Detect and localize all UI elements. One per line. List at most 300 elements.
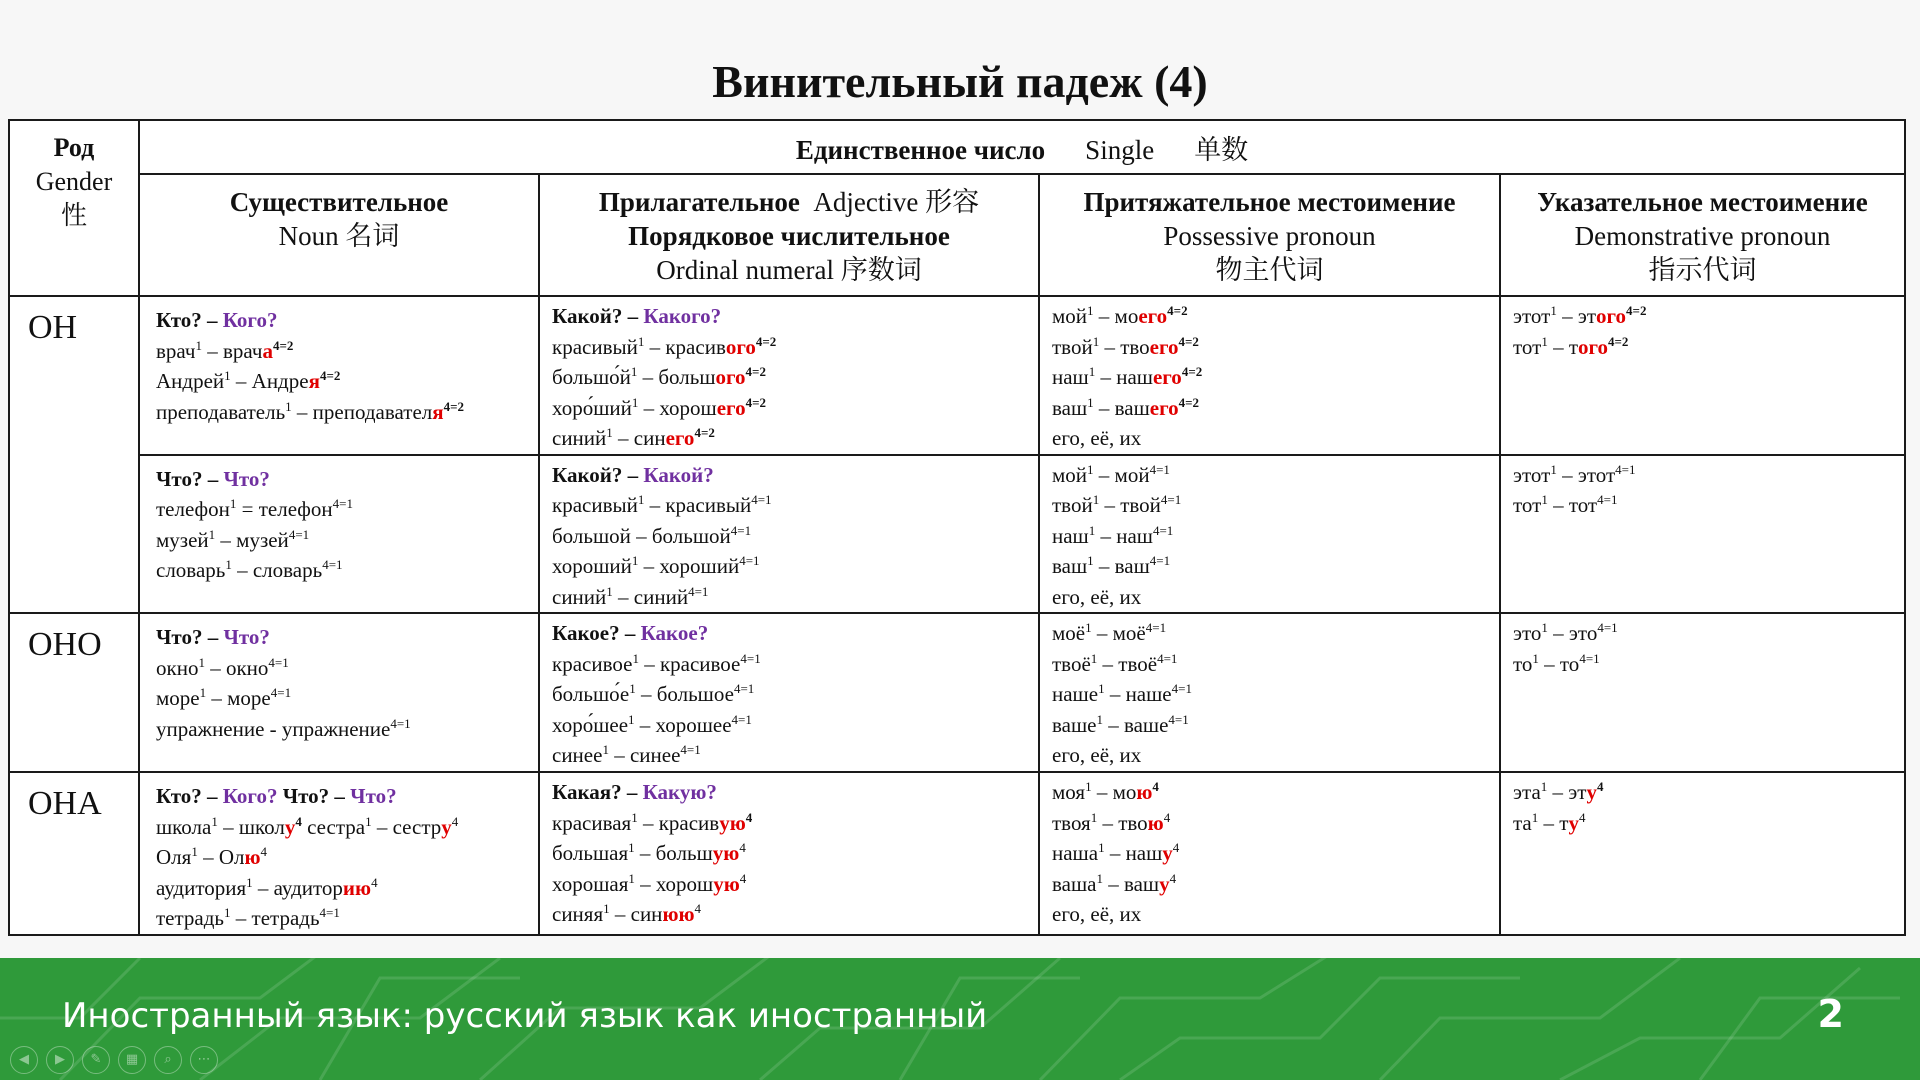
- answer-question: Что?: [223, 466, 270, 491]
- case-marker: 4=2: [1178, 394, 1200, 410]
- form-line: [1052, 740, 1499, 771]
- case-marker: 4=2: [1608, 333, 1629, 349]
- form-line: [1513, 808, 1904, 839]
- adjective-cell: [539, 613, 1039, 772]
- case-marker: 4=1: [270, 685, 292, 700]
- singular-zh: 单数: [1194, 134, 1249, 165]
- demonstrative-cell: [1500, 772, 1905, 935]
- form-text: – врач: [201, 338, 263, 363]
- case-marker: 1: [1090, 650, 1098, 666]
- gender-header: [9, 120, 139, 296]
- form-text: – тво: [1097, 810, 1148, 835]
- form-text: школа: [156, 814, 212, 839]
- zoom-icon[interactable]: ⌕: [154, 1046, 182, 1074]
- case-marker: 1: [629, 681, 636, 696]
- form-line: [1513, 649, 1904, 680]
- form-text: ваша: [1052, 871, 1097, 896]
- form-text: твоя: [1052, 810, 1091, 835]
- form-text: – мой: [1093, 462, 1150, 487]
- pen-icon[interactable]: ✎: [82, 1046, 110, 1074]
- case-marker: 4=1: [688, 583, 709, 599]
- form-text: – хорошее: [634, 712, 732, 737]
- form-text: – ваш: [1102, 871, 1160, 896]
- answer-question: Какую?: [642, 780, 717, 804]
- case-ending: ию: [342, 875, 372, 900]
- form-text: красивый: [552, 334, 638, 359]
- case-marker: 4=1: [390, 715, 411, 731]
- form-text: – тетрадь: [230, 906, 320, 930]
- case-marker: 4=2: [745, 394, 766, 410]
- form-text: – моё: [1091, 621, 1146, 645]
- demonstrative-header-ru: Указательное местоимение: [1537, 187, 1868, 217]
- form-text: хороший: [552, 554, 632, 578]
- case-marker: 4=2: [272, 337, 294, 353]
- form-text: – красив: [637, 810, 720, 835]
- form-line: [1052, 899, 1499, 930]
- case-marker: 1: [603, 901, 610, 916]
- gender-header-zh: 性: [60, 201, 87, 230]
- case-marker: 1: [195, 337, 202, 353]
- form-text: большой – большой: [552, 523, 731, 548]
- form-line: [552, 582, 1038, 613]
- case-marker: 4: [371, 874, 378, 890]
- form-text: – этот: [1556, 462, 1616, 487]
- case-marker: 4=2: [694, 425, 715, 440]
- case-marker: 1: [1096, 711, 1103, 727]
- form-line: [156, 336, 538, 367]
- case-marker: 1: [1088, 522, 1096, 538]
- case-ending: ю: [244, 845, 261, 869]
- case-marker: 4=2: [1181, 364, 1203, 379]
- question-word: Кто? –: [156, 784, 223, 808]
- form-line: [156, 812, 538, 843]
- case-marker: 4=2: [319, 368, 341, 383]
- demonstrative-cell: [1500, 296, 1905, 455]
- case-ending: я: [308, 369, 320, 393]
- possessive-cell: [1039, 613, 1500, 772]
- form-text: тот: [1513, 334, 1542, 359]
- form-text: – синее: [608, 743, 681, 767]
- form-line: [1052, 582, 1499, 613]
- case-marker: 4=1: [1171, 681, 1192, 696]
- case-marker: 1: [1541, 620, 1548, 635]
- form-line: [156, 305, 538, 336]
- case-marker: 1: [631, 553, 639, 568]
- case-marker: 4: [739, 840, 746, 855]
- case-marker: 1: [1532, 650, 1539, 666]
- case-marker: 4=1: [731, 711, 752, 727]
- case-marker: 4=1: [332, 496, 353, 511]
- form-text: – то: [1538, 651, 1580, 676]
- form-line: [156, 653, 538, 684]
- form-line: [1513, 618, 1904, 649]
- footer-banner: [0, 958, 1920, 1080]
- form-text: аудитория: [156, 875, 247, 900]
- form-line: [552, 490, 1038, 521]
- page-number: 2: [1817, 992, 1844, 1036]
- form-line: [1052, 679, 1499, 710]
- form-line: [1052, 393, 1499, 424]
- form-line: [1513, 490, 1904, 521]
- case-marker: 4: [295, 813, 302, 829]
- case-marker: 1: [1085, 779, 1092, 794]
- form-text: – словарь: [231, 558, 323, 582]
- form-text: это: [1513, 621, 1542, 645]
- form-text: синий: [552, 584, 607, 609]
- form-text: – т: [1547, 334, 1578, 359]
- case-marker: 1: [199, 685, 207, 700]
- form-text: – школ: [217, 814, 285, 839]
- case-marker: 4=2: [1626, 303, 1647, 318]
- form-line: [1513, 332, 1904, 363]
- form-text: упражнение - упражнение: [156, 716, 391, 741]
- row-neuter: [9, 613, 1905, 772]
- form-text: красивая: [552, 810, 632, 835]
- case-ending: у: [1586, 780, 1597, 804]
- form-text: большо́й: [552, 365, 631, 389]
- case-ending: у: [441, 814, 452, 839]
- case-ending: его: [1138, 304, 1168, 328]
- form-text: большо́е: [552, 682, 630, 706]
- adjective-cell: [539, 772, 1039, 935]
- adjective-cell: [539, 455, 1039, 614]
- case-ending: юю: [662, 902, 695, 926]
- form-text: – мо: [1093, 304, 1139, 328]
- case-ending: ого: [715, 365, 746, 389]
- case-marker: 4: [694, 901, 702, 916]
- case-marker: 1: [285, 398, 292, 414]
- form-line: [552, 393, 1038, 424]
- slide-title: Винительный падеж (4): [712, 56, 1208, 107]
- answer-question: Какое?: [640, 621, 709, 645]
- case-marker: 1: [1087, 553, 1094, 568]
- case-marker: 1: [224, 368, 231, 383]
- case-marker: 1: [1541, 492, 1548, 507]
- form-line: [1052, 649, 1499, 680]
- form-text: наша: [1052, 841, 1099, 865]
- noun-cell: [139, 455, 539, 614]
- case-marker: 1: [1098, 840, 1105, 855]
- slideshow-controls: [10, 1046, 218, 1074]
- possessive-header-ru: Притяжательное местоимение: [1083, 187, 1456, 217]
- demonstrative-cell: [1500, 613, 1905, 772]
- form-text: синий: [552, 426, 607, 450]
- form-line: [156, 366, 538, 397]
- case-ending: его: [1149, 395, 1179, 420]
- adjective-column-header: [539, 174, 1039, 296]
- gender-label-masculine: ОН: [9, 296, 139, 613]
- form-text: наш: [1052, 523, 1089, 548]
- form-line: [1052, 869, 1499, 900]
- case-ending: ую: [719, 810, 746, 835]
- answer-question: Кого?: [222, 784, 278, 808]
- form-text: – хорош: [638, 395, 717, 420]
- form-text: моё: [1052, 621, 1086, 645]
- case-ending: у: [1162, 841, 1173, 865]
- form-line: [156, 464, 538, 495]
- case-marker: 4=1: [1149, 553, 1171, 568]
- form-line: [552, 423, 1038, 454]
- form-text: его, её, их: [1052, 426, 1142, 450]
- case-ending: его: [1152, 365, 1182, 389]
- case-marker: 4=2: [443, 398, 465, 414]
- form-text: – Ол: [197, 845, 245, 869]
- form-line: [1513, 777, 1904, 808]
- form-text: мой: [1052, 304, 1088, 328]
- form-text: – море: [206, 686, 271, 710]
- case-marker: 4=1: [751, 492, 772, 507]
- form-text: его, её, их: [1052, 584, 1142, 609]
- possessive-cell: [1039, 455, 1500, 614]
- form-text: – тот: [1547, 493, 1598, 517]
- form-text: – хорош: [634, 871, 714, 896]
- case-marker: 4: [745, 809, 753, 825]
- possessive-cell: [1039, 296, 1500, 455]
- form-text: красивый: [552, 493, 638, 517]
- form-line: [552, 460, 1038, 491]
- case-marker: 1: [1087, 394, 1094, 410]
- answer-question: Какой?: [643, 462, 714, 487]
- form-text: тот: [1513, 493, 1542, 517]
- singular-header: [139, 120, 1905, 174]
- form-text: телефон: [156, 497, 230, 521]
- form-text: большая: [552, 841, 629, 865]
- form-line: [552, 838, 1038, 869]
- demonstrative-header-en: Demonstrative pronoun: [1574, 221, 1831, 251]
- noun-header-en: Noun 名词: [278, 221, 400, 251]
- form-text: = телефон: [236, 497, 333, 521]
- case-ending: у: [284, 814, 296, 839]
- case-marker: 4: [1596, 779, 1604, 794]
- form-text: – красив: [644, 334, 726, 359]
- answer-question: Что?: [350, 784, 397, 808]
- case-marker: 4=1: [1157, 650, 1178, 666]
- form-line: [156, 714, 538, 745]
- form-line: [1052, 332, 1499, 363]
- case-marker: 1: [628, 840, 635, 855]
- form-line: [552, 869, 1038, 900]
- form-line: [156, 683, 538, 714]
- case-marker: 1: [1087, 461, 1094, 477]
- form-text: – наше: [1104, 682, 1172, 706]
- form-text: мой: [1052, 462, 1088, 487]
- form-line: [552, 301, 1038, 332]
- case-ending: ую: [713, 871, 740, 896]
- case-marker: 4=1: [740, 650, 761, 666]
- case-marker: 1: [1096, 870, 1103, 886]
- form-text: твоё: [1052, 651, 1091, 676]
- case-marker: 1: [637, 492, 645, 507]
- form-text: – ваш: [1093, 395, 1150, 420]
- form-text: – это: [1547, 621, 1598, 645]
- case-ending: его: [716, 395, 746, 420]
- more-options-icon[interactable]: ⋯: [190, 1046, 218, 1074]
- form-line: [552, 740, 1038, 771]
- case-marker: 1: [1550, 303, 1557, 318]
- row-masculine-inanimate: [9, 455, 1905, 614]
- case-marker: 4: [451, 813, 459, 829]
- previous-slide-icon[interactable]: ◀: [10, 1046, 38, 1074]
- header-row: [9, 120, 1905, 174]
- case-marker: 1: [246, 874, 253, 890]
- case-ending: ого: [1596, 304, 1627, 328]
- row-masculine-animate: [9, 296, 1905, 455]
- case-ending: его: [665, 426, 695, 450]
- form-text: музей: [156, 527, 209, 552]
- form-line: [156, 873, 538, 904]
- case-marker: 1: [225, 557, 232, 572]
- form-line: [1513, 301, 1904, 332]
- case-marker: 1: [198, 654, 205, 670]
- form-text: – наш: [1095, 365, 1153, 389]
- case-marker: 4=1: [288, 526, 310, 542]
- case-ending: а: [262, 338, 273, 363]
- form-line: [1052, 301, 1499, 332]
- form-text: – музей: [215, 527, 289, 552]
- form-text: эта: [1513, 780, 1541, 804]
- form-line: [1052, 838, 1499, 869]
- form-line: [1052, 490, 1499, 521]
- form-line: [552, 679, 1038, 710]
- form-text: – сестр: [371, 814, 442, 839]
- form-line: [1052, 618, 1499, 649]
- form-text: хорошая: [552, 871, 629, 896]
- noun-column-header: [139, 174, 539, 296]
- answer-question: Какого?: [643, 304, 722, 328]
- case-marker: 4: [1169, 870, 1177, 886]
- demonstrative-column-header: [1500, 174, 1905, 296]
- form-line: [1052, 710, 1499, 741]
- case-marker: 1: [606, 583, 613, 599]
- form-line: [156, 903, 538, 934]
- ordinal-header-en: Ordinal numeral 序数词: [656, 255, 922, 285]
- form-line: [552, 618, 1038, 649]
- slides-grid-icon[interactable]: ▦: [118, 1046, 146, 1074]
- case-marker: 4=1: [730, 522, 752, 538]
- form-text: – больш: [637, 365, 716, 389]
- case-marker: 4: [1163, 809, 1171, 825]
- case-marker: 4: [739, 870, 747, 886]
- question-word: Какая? –: [552, 780, 643, 804]
- gender-header-ru: Род: [53, 133, 95, 162]
- adjective-header-en: Adjective 形容: [813, 187, 980, 217]
- case-ending: у: [1568, 810, 1579, 835]
- case-ending: ю: [1136, 780, 1153, 804]
- form-text: тетрадь: [156, 906, 225, 930]
- case-marker: 4: [1152, 779, 1159, 794]
- form-text: – больш: [634, 841, 713, 865]
- case-marker: 1: [1098, 681, 1105, 696]
- form-line: [552, 362, 1038, 393]
- form-text: – наш: [1095, 523, 1153, 548]
- noun-cell: [139, 613, 539, 772]
- case-marker: 1: [1088, 364, 1096, 379]
- form-line: [552, 521, 1038, 552]
- noun-header-ru: Существительное: [229, 187, 449, 217]
- form-line: [552, 551, 1038, 582]
- case-marker: 4=1: [1145, 620, 1167, 635]
- form-text: этот: [1513, 304, 1551, 328]
- possessive-header-en: Possessive pronoun: [1163, 221, 1376, 251]
- form-line: [1052, 808, 1499, 839]
- case-marker: 1: [1550, 461, 1557, 477]
- form-text: – ваш: [1093, 554, 1150, 578]
- case-ending: я: [432, 399, 444, 424]
- case-ending: ую: [712, 841, 740, 865]
- form-text: – ваше: [1102, 712, 1169, 737]
- form-text: море: [156, 686, 200, 710]
- possessive-header-zh: 物主代词: [1215, 255, 1324, 285]
- form-line: [156, 555, 538, 586]
- case-marker: 1: [631, 809, 638, 825]
- case-marker: 1: [628, 870, 635, 886]
- form-text: – красивый: [644, 493, 752, 517]
- case-marker: 1: [1092, 492, 1100, 507]
- adjective-header-ru: Прилагательное: [598, 187, 800, 217]
- form-text: его, её, их: [1052, 902, 1142, 926]
- form-text: – аудитор: [252, 875, 343, 900]
- form-line: [156, 622, 538, 653]
- case-marker: 1: [602, 742, 609, 757]
- case-ending: у: [1159, 871, 1170, 896]
- case-marker: 1: [637, 333, 645, 349]
- form-text: – твой: [1099, 493, 1161, 517]
- case-marker: 4=1: [1152, 522, 1174, 538]
- adjective-cell: [539, 296, 1039, 455]
- case-marker: 1: [631, 394, 639, 410]
- case-marker: 4=2: [1167, 303, 1188, 318]
- form-line: [552, 649, 1038, 680]
- form-text: синее: [552, 743, 603, 767]
- form-line: [1052, 362, 1499, 393]
- form-text: ваш: [1052, 554, 1088, 578]
- form-text: синяя: [552, 902, 604, 926]
- form-line: [552, 899, 1038, 930]
- form-text: – т: [1538, 810, 1569, 835]
- form-text: этот: [1513, 462, 1551, 487]
- case-marker: 4=1: [1615, 461, 1636, 477]
- answer-question: Что?: [223, 625, 270, 649]
- demonstrative-header-zh: 指示代词: [1648, 255, 1757, 285]
- next-slide-icon[interactable]: ▶: [46, 1046, 74, 1074]
- form-line: [1052, 521, 1499, 552]
- case-marker: 1: [1092, 333, 1100, 349]
- form-line: [156, 781, 538, 812]
- form-line: [552, 332, 1038, 363]
- gender-label-neuter: ОНО: [9, 613, 139, 772]
- form-text: – тво: [1099, 334, 1150, 359]
- case-marker: 4=1: [1168, 711, 1189, 727]
- case-ending: ого: [1578, 334, 1609, 359]
- case-marker: 4=1: [268, 654, 289, 670]
- singular-ru: Единственное число: [795, 134, 1046, 165]
- case-marker: 1: [1541, 333, 1548, 349]
- case-marker: 1: [1531, 809, 1539, 825]
- case-marker: 4=1: [733, 681, 755, 696]
- gender-header-en: Gender: [35, 167, 113, 196]
- case-marker: 1: [630, 364, 638, 379]
- question-word: Что? –: [156, 466, 224, 491]
- case-marker: 4=1: [322, 557, 343, 572]
- form-text: – твоё: [1097, 651, 1158, 676]
- answer-question: Кого?: [222, 308, 278, 332]
- form-text: хоро́шее: [552, 712, 629, 737]
- case-marker: 4=1: [1597, 492, 1618, 507]
- question-word: Какой? –: [552, 462, 644, 487]
- form-text: то: [1513, 651, 1533, 676]
- form-text: сестра: [301, 814, 366, 839]
- form-line: [156, 397, 538, 428]
